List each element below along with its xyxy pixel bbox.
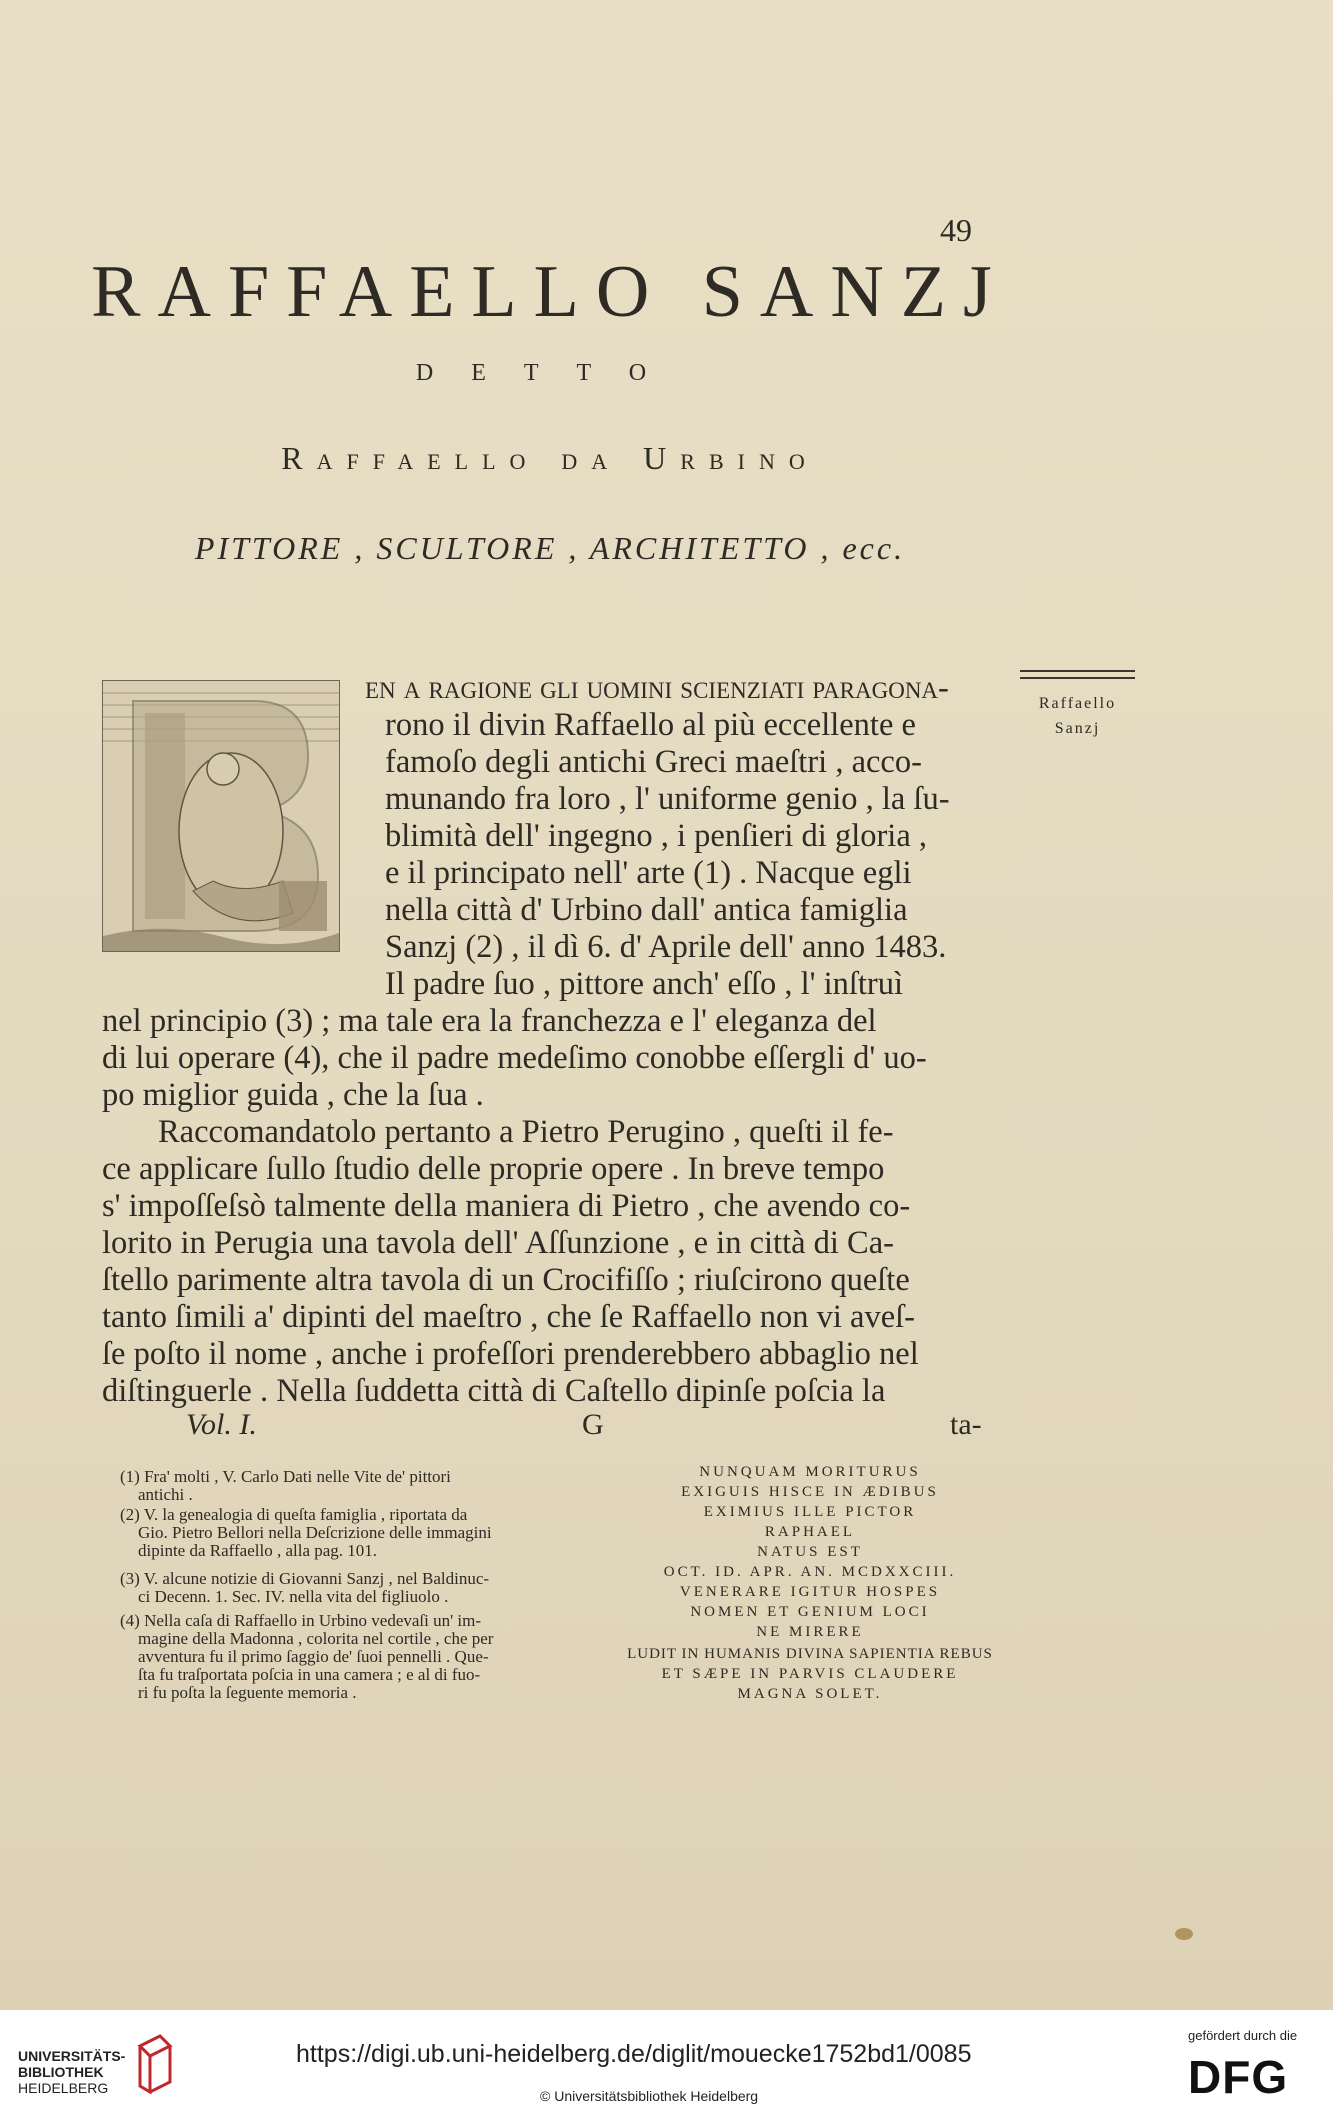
text-line: Il padre ſuo , pittore anch' eſſo , l' inſtruì bbox=[385, 966, 904, 1002]
footnote-line: dipinte da Raffaello , alla pag. 101. bbox=[138, 1541, 378, 1560]
epitaph-line: NUNQUAM MORITURUS bbox=[699, 1464, 921, 1480]
margin-rule-top bbox=[1020, 670, 1135, 672]
dfg-logo: DFG bbox=[1188, 2051, 1289, 2103]
epitaph-line: MAGNA SOLET. bbox=[737, 1686, 883, 1702]
text-line: lorito in Perugia una tavola dell' Aſſunzione , e in città di Ca- bbox=[102, 1225, 894, 1261]
chapter-title: RAFFAELLO SANZJ bbox=[91, 251, 1009, 333]
footnote-line: (4) Nella caſa di Raffaello in Urbino vedevaſi un' im- bbox=[120, 1611, 482, 1630]
epitaph-line: NOMEN ET GENIUM LOCI bbox=[690, 1604, 930, 1620]
text-line: blimità dell' ingegno , i penſieri di gloria , bbox=[385, 818, 927, 854]
text-line: ſe poſto il nome , anche i profeſſori prenderebbero abbaglio nel bbox=[102, 1336, 919, 1372]
library-name-line: UNIVERSITÄTS- bbox=[18, 2048, 126, 2064]
footnote-line: Gio. Pietro Bellori nella Deſcrizione delle immagini bbox=[138, 1523, 492, 1542]
text-line: tanto ſimili a' dipinti del maeſtro , che ſe Raffaello non vi aveſ- bbox=[102, 1299, 916, 1335]
library-name-line: HEIDELBERG bbox=[18, 2080, 109, 2096]
page-number: 49 bbox=[940, 212, 972, 248]
volume-label: Vol. I. bbox=[186, 1408, 257, 1441]
footnote-line: (1) Fra' molti , V. Carlo Dati nelle Vite de' pittori bbox=[120, 1467, 451, 1486]
footnote-line: (2) V. la genealogia di queſta famiglia , riportata da bbox=[120, 1505, 468, 1524]
artist-roles: PITTORE , SCULTORE , ARCHITETTO , ecc. bbox=[194, 530, 906, 566]
epitaph-line: NATUS EST bbox=[757, 1544, 863, 1560]
text-line: e il principato nell' arte (1) . Nacque egli bbox=[385, 855, 912, 891]
chapter-subtitle: Raffaello da Urbino bbox=[281, 440, 819, 476]
library-logo-icon bbox=[134, 2032, 176, 2094]
margin-note-line: Sanzj bbox=[1054, 720, 1101, 737]
text-line: rono il divin Raffaello al più eccellente e bbox=[385, 707, 916, 743]
footnote-line: ri fu poſta la ſeguente memoria . bbox=[138, 1683, 357, 1702]
catchword: ta- bbox=[950, 1408, 982, 1441]
text-line: Sanzj (2) , il dì 6. d' Aprile dell' anno 1483. bbox=[385, 929, 947, 965]
text-line: Raccomandatolo pertanto a Pietro Perugino , queſti il fe- bbox=[158, 1114, 894, 1150]
text-line: ſtello parimente altra tavola di un Crocifiſſo ; riuſcirono queſte bbox=[102, 1262, 910, 1298]
epitaph-line: OCT. ID. APR. AN. MCDXXCIII. bbox=[663, 1564, 957, 1580]
text-line: po miglior guida , che la ſua . bbox=[102, 1077, 484, 1113]
epitaph-line: NE MIRERE bbox=[756, 1624, 864, 1640]
epitaph-line: LUDIT IN HUMANIS DIVINA SAPIENTIA REBUS bbox=[627, 1646, 993, 1662]
footnote-line: ci Decenn. 1. Sec. IV. nella vita del figliuolo . bbox=[138, 1587, 449, 1606]
footnote-line: avventura fu il primo ſaggio de' ſuoi pennelli . Que- bbox=[138, 1647, 489, 1666]
signature-mark: G bbox=[582, 1408, 604, 1441]
library-name-line: BIBLIOTHEK bbox=[18, 2064, 104, 2080]
footnote-line: ſta fu traſportata poſcia in una camera ; e al di fuo- bbox=[138, 1665, 481, 1684]
margin-rule-bottom bbox=[1020, 677, 1135, 679]
funding-note: gefördert durch die bbox=[1188, 2028, 1298, 2043]
footnote-line: antichi . bbox=[138, 1485, 193, 1504]
text-line: diſtinguerle . Nella ſuddetta città di Caſtello dipinſe poſcia la bbox=[102, 1373, 886, 1409]
initial-engraving bbox=[103, 681, 339, 951]
footnote-line: magine della Madonna , colorita nel cortile , che per bbox=[138, 1629, 494, 1648]
library-name bbox=[18, 2048, 125, 2096]
margin-note-line: Raffaello bbox=[1038, 695, 1117, 712]
stain-mark bbox=[1172, 1924, 1198, 1944]
epitaph-line: VENERARE IGITUR HOSPES bbox=[679, 1584, 941, 1600]
text-line: nel principio (3) ; ma tale era la franchezza e l' eleganza del bbox=[102, 1003, 877, 1039]
copyright-notice: © Universitätsbibliothek Heidelberg bbox=[540, 2088, 759, 2104]
text-line: famoſo degli antichi Greci maeſtri , acco- bbox=[385, 744, 922, 780]
text-line: munando fra loro , l' uniforme genio , la ſu- bbox=[385, 781, 950, 817]
text-line: ce applicare ſullo ſtudio delle proprie opere . In breve tempo bbox=[102, 1151, 885, 1187]
detto-line: DETTO bbox=[415, 360, 685, 386]
decorated-initial-image bbox=[102, 680, 340, 952]
footnote-line: (3) V. alcune notizie di Giovanni Sanzj , nel Baldinuc- bbox=[120, 1569, 490, 1588]
epitaph-line: EXIGUIS HISCE IN ÆDIBUS bbox=[681, 1484, 939, 1500]
epitaph-line: RAPHAEL bbox=[764, 1524, 856, 1540]
permalink-url[interactable]: https://digi.ub.uni-heidelberg.de/diglit/mouecke1752bd1/0085 bbox=[296, 2040, 972, 2068]
digitization-banner bbox=[0, 2010, 1333, 2120]
text-line: en a ragione gli uomini ſcienziati paragona- bbox=[365, 670, 949, 706]
text-line: s' impoſſeſsò talmente della maniera di Pietro , che avendo co- bbox=[102, 1188, 911, 1224]
epitaph-line: EXIMIUS ILLE PICTOR bbox=[703, 1504, 917, 1520]
text-line: nella città d' Urbino dall' antica famiglia bbox=[385, 892, 908, 928]
epitaph-line: ET SÆPE IN PARVIS CLAUDERE bbox=[661, 1666, 959, 1682]
text-line: di lui operare (4), che il padre medeſimo conobbe eſſergli d' uo- bbox=[102, 1040, 927, 1076]
